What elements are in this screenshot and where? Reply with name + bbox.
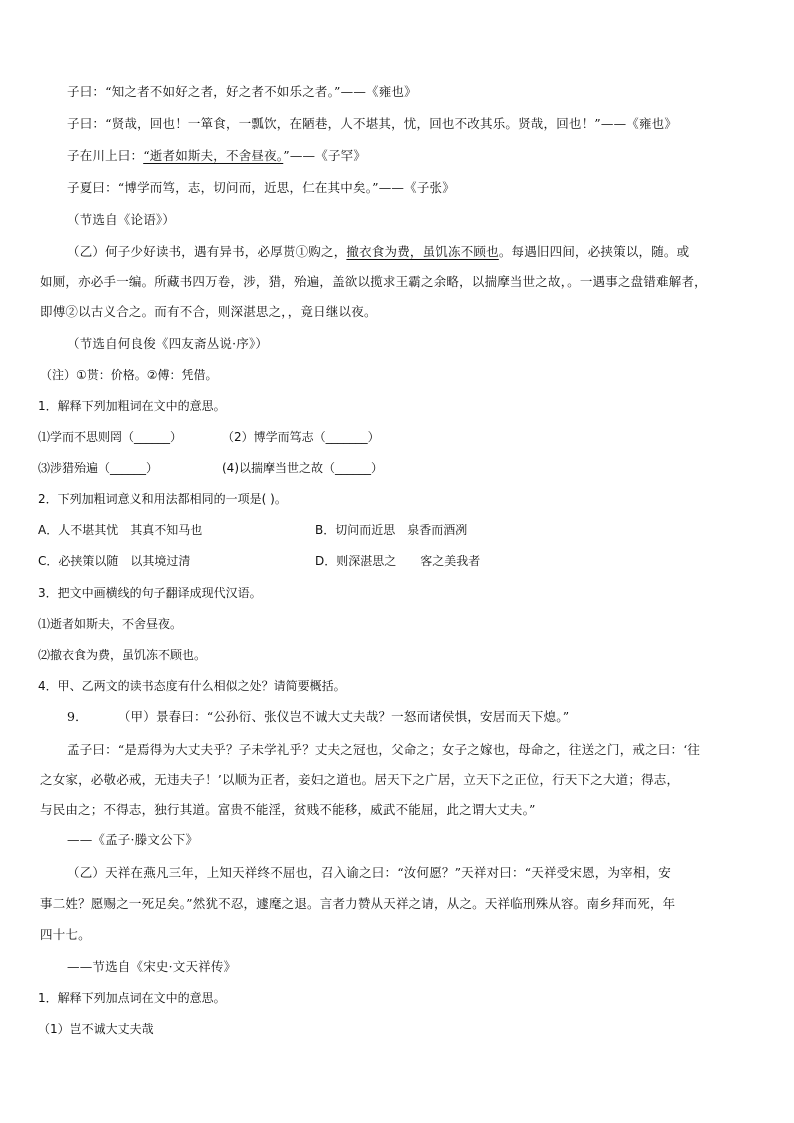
passage2-line-7: 四十七。	[40, 927, 91, 942]
passage1-line-3	[67, 147, 366, 165]
question-3-item-2: ⑵撤衣食为费，虽饥冻不顾也。	[38, 648, 207, 662]
passage1-line-3-pre: 子在川上曰：	[67, 148, 144, 163]
question-3-item-1: ⑴逝者如斯夫，不舍昼夜。	[38, 617, 183, 631]
passage1-line-2: 子曰：“贤哉，回也！一箪食，一瓢饮，在陋巷，人不堪其，忧，回也不改其乐。贤哉，回也！”——《雍也》	[67, 116, 678, 131]
question-3-title: 3．把文中画横线的句子翻译成现代汉语。	[38, 586, 262, 600]
passage2-line-6: 事二姓？愿赐之一死足矣。”然犹不忍，遽麾之退。言者力赞从天祥之请，从之。天祥临刑殊从容。南乡拜而死，年	[40, 896, 676, 911]
question-9-number: 9．	[67, 709, 88, 724]
passage-yi-line-2: 如厕，亦必手一编。所藏书四万卷，涉，猎，殆遍，盖欲以揽求王霸之余略，以揣摩当世之故，。一遇事之盘错难解者，	[40, 274, 707, 289]
passage-yi-line-3: 即傅②以古义合之。而有不合，则深湛思之，，竟日继以夜。	[40, 304, 377, 319]
annotation-note: （注）①贳：价格。②傅：凭借。	[40, 368, 218, 382]
passage2-line-1	[67, 708, 569, 726]
passage-yi-line-1	[67, 243, 689, 261]
passage1-source: （节选自《论语》）	[67, 212, 176, 227]
question-2-option-c: C．必挟策以随 以其境过清	[38, 554, 191, 568]
passage-yi-line-1-pre: （乙）何子少好读书，遇有异书，必厚贳①购之，	[67, 244, 347, 259]
question-1-item-3: ⑶涉猎殆遍（______）	[38, 461, 159, 475]
question-1-item-4: (4)以揣摩当世之故（______）	[222, 461, 383, 475]
passage2-line-4: 与民由之；不得志，独行其道。富贵不能淫，贫贱不能移，威武不能屈，此之谓大丈夫。”	[40, 802, 536, 817]
passage-yi-source: （节选自何良俊《四友斋丛说·序》）	[67, 336, 269, 351]
passage1-line-3-post: ”——《子罕》	[283, 148, 367, 163]
question-9-1-item-1: （1）岂不诚大丈夫哉	[38, 1022, 154, 1036]
question-4-title: 4．甲、乙两文的读书态度有什么相似之处？请简要概括。	[38, 679, 346, 693]
question-2-option-b: B．切问而近思 泉香而酒冽	[315, 523, 468, 537]
passage1-line-4: 子夏曰：“博学而笃，志，切问而，近思，仁在其中矣。”——《子张》	[67, 180, 455, 195]
underlined-sentence-1: “逝者如斯夫，不舍昼夜。	[143, 148, 284, 163]
passage2-line-1-text: （甲）景春曰：“公孙衍、张仪岂不诚大丈夫哉？一怒而诸侯惧，安居而天下熄。”	[117, 709, 570, 724]
passage2-source-2: ——节选自《宋史·文天祥传》	[67, 959, 237, 974]
question-1-item-1: ⑴学而不思则罔（______）	[38, 430, 183, 444]
passage1-line-1: 子曰：“知之者不如好之者，好之者不如乐之者。”——《雍也》	[67, 84, 417, 99]
question-2-option-d: D．则深湛思之 客之美我者	[315, 554, 481, 568]
passage2-source-1: ——《孟子·滕文公下》	[67, 832, 199, 847]
question-1-title: 1．解释下列加粗词在文中的意思。	[38, 399, 226, 413]
question-2-option-a: A．人不堪其忧 其真不知马也	[38, 523, 203, 537]
passage2-line-2: 孟子曰：“是焉得为大丈夫乎？子未学礼乎？丈夫之冠也，父命之；女子之嫁也，母命之，往送之门，戒之曰：‘往	[67, 742, 701, 757]
question-9-1-title: 1．解释下列加点词在文中的意思。	[38, 991, 226, 1005]
underlined-sentence-2: 撤衣食为费，虽饥冻不顾也	[346, 244, 499, 259]
passage2-line-5: （乙）天祥在燕凡三年，上知天祥终不屈也，召入谕之曰：“汝何愿？”天祥对曰：“天祥受宋恩，为宰相，安	[67, 865, 671, 880]
question-1-item-2: （2）博学而笃志（_______）	[222, 430, 380, 444]
passage-yi-line-1-post: 。每遇旧四间，必挟策以，随。或	[498, 244, 690, 259]
question-2-title: 2．下列加粗词意义和用法都相同的一项是( )。	[38, 492, 287, 506]
passage2-line-3: 之女家，必敬必戒，无违夫子！’以顺为正者，妾妇之道也。居天下之广居，立天下之正位，行天下之大道；得志，	[40, 772, 680, 787]
